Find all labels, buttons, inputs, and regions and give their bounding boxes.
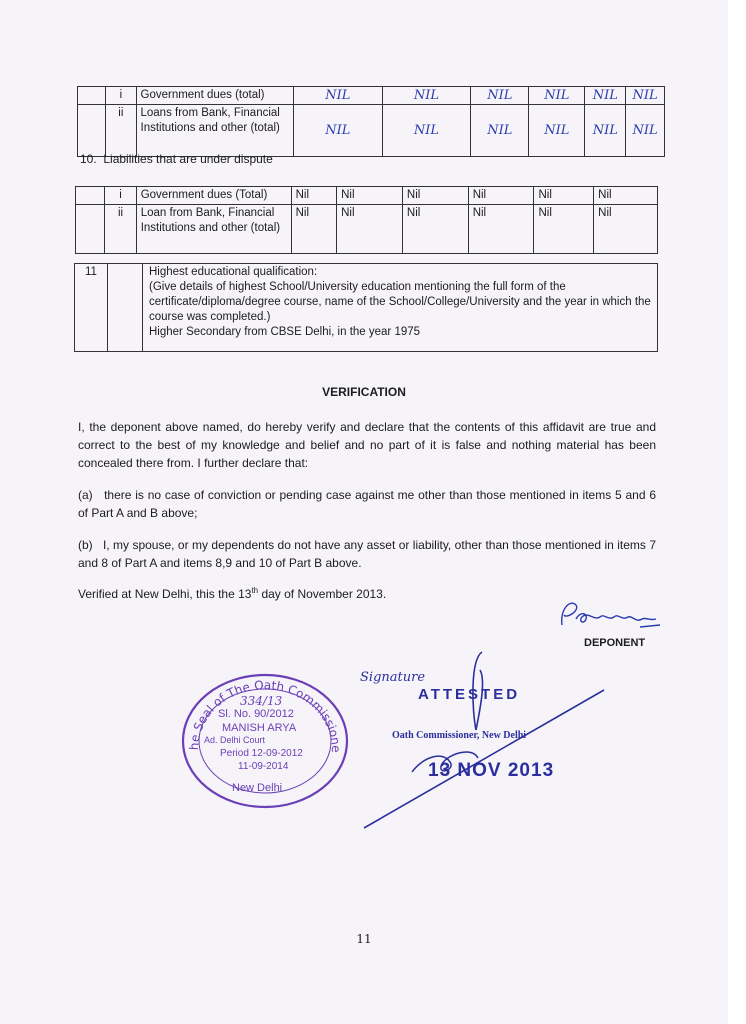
handwritten-value: NIL bbox=[471, 87, 529, 105]
handwritten-value: NIL bbox=[293, 105, 382, 157]
liabilities-table-top bbox=[77, 86, 665, 157]
handwritten-value: NIL bbox=[382, 105, 471, 157]
item-marker: (a) bbox=[78, 488, 93, 502]
education-instructions: (Give details of highest School/University education mentioning the full form of the certificate/diploma/degree course, name of the School/College/University and the year in which the course was completed.) bbox=[149, 281, 651, 323]
table-row bbox=[76, 205, 658, 254]
value-cell: Nil bbox=[468, 205, 534, 254]
section-number: 10. bbox=[80, 152, 97, 166]
attestation-stamp bbox=[352, 650, 612, 830]
seal-number: 334/13 bbox=[240, 694, 283, 708]
row-number: i bbox=[105, 187, 136, 205]
handwritten-value: NIL bbox=[471, 105, 529, 157]
verification-item-b bbox=[78, 536, 656, 572]
value-cell: Nil bbox=[337, 187, 403, 205]
verification-item-a bbox=[78, 486, 656, 522]
value-cell: Nil bbox=[594, 187, 658, 205]
seal-ring-text: he Seal of The Oath Commissione bbox=[186, 677, 344, 753]
verification-heading: VERIFICATION bbox=[322, 385, 406, 399]
item-marker: (b) bbox=[78, 538, 93, 552]
row-description: Loans from Bank, Financial Institutions and other (total) bbox=[136, 105, 293, 157]
seal-city: New Delhi bbox=[232, 782, 283, 794]
handwritten-value: NIL bbox=[585, 87, 626, 105]
table-row bbox=[76, 187, 658, 205]
seal-court: Ad. Delhi Court bbox=[204, 735, 266, 745]
handwritten-value: NIL bbox=[626, 87, 665, 105]
handwritten-value: NIL bbox=[293, 87, 382, 105]
seal-name: MANISH ARYA bbox=[222, 722, 297, 734]
attested-label: ATTESTED bbox=[418, 686, 521, 703]
education-table bbox=[74, 263, 658, 352]
seal-valid-to: 11-09-2014 bbox=[238, 761, 289, 772]
deponent-label: DEPONENT bbox=[584, 637, 646, 649]
section-title: Liabilities that are under dispute bbox=[103, 152, 273, 166]
handwritten-value: NIL bbox=[529, 105, 585, 157]
row-number: ii bbox=[105, 205, 136, 254]
row-description: Loan from Bank, Financial Institutions and other (total) bbox=[136, 205, 291, 254]
row-description: Government dues (total) bbox=[136, 87, 293, 105]
row-number: 11 bbox=[75, 264, 108, 352]
education-title: Highest educational qualification: bbox=[149, 266, 318, 278]
item-text: there is no case of conviction or pending case against me other than those mentioned in items 5 and 6 of Part A and B above; bbox=[78, 488, 656, 520]
page-edge bbox=[728, 0, 746, 1024]
oath-commissioner-seal bbox=[180, 672, 350, 810]
deponent-signature bbox=[556, 595, 666, 640]
section-10-heading bbox=[80, 152, 273, 166]
table-row bbox=[78, 87, 665, 105]
table-row bbox=[75, 264, 658, 352]
attestation-date: 13 NOV 2013 bbox=[428, 760, 555, 781]
value-cell: Nil bbox=[291, 205, 337, 254]
value-cell: Nil bbox=[337, 205, 403, 254]
handwritten-value: NIL bbox=[585, 105, 626, 157]
education-details bbox=[143, 264, 658, 352]
handwritten-value: NIL bbox=[626, 105, 665, 157]
table-row bbox=[78, 105, 665, 157]
row-number: ii bbox=[106, 105, 136, 157]
handwritten-value: NIL bbox=[529, 87, 585, 105]
value-cell: Nil bbox=[534, 205, 594, 254]
verification-paragraph: I, the deponent above named, do hereby verify and declare that the contents of this affidavit are true and correct to the best of my knowledge and belief and no part of it is false and nothing material has been concealed there from. I further declare that: bbox=[78, 420, 656, 470]
value-cell: Nil bbox=[534, 187, 594, 205]
value-cell: Nil bbox=[594, 205, 658, 254]
seal-period: Period 12-09-2012 bbox=[220, 748, 303, 759]
value-cell: Nil bbox=[291, 187, 337, 205]
value-cell: Nil bbox=[468, 187, 534, 205]
value-cell: Nil bbox=[402, 205, 468, 254]
value-cell: Nil bbox=[402, 187, 468, 205]
row-description: Government dues (Total) bbox=[136, 187, 291, 205]
education-answer: Higher Secondary from CBSE Delhi, in the year 1975 bbox=[149, 326, 421, 338]
page-number: 11 bbox=[356, 932, 372, 946]
item-text: I, my spouse, or my dependents do not have any asset or liability, other than those mentioned in items 7 and 8 of Part A and items 8,9 and 10 of Part B above. bbox=[78, 538, 656, 570]
signature-note: Signature bbox=[360, 670, 426, 685]
oath-commissioner-label: Oath Commissioner, New Delhi bbox=[392, 730, 527, 741]
verified-place-date: Verified at New Delhi, this the 13th day of November 2013. bbox=[78, 586, 387, 601]
disputed-liabilities-table bbox=[75, 186, 658, 254]
row-number: i bbox=[106, 87, 136, 105]
handwritten-value: NIL bbox=[382, 87, 471, 105]
seal-sl-no: Sl. No. 90/2012 bbox=[218, 708, 294, 720]
